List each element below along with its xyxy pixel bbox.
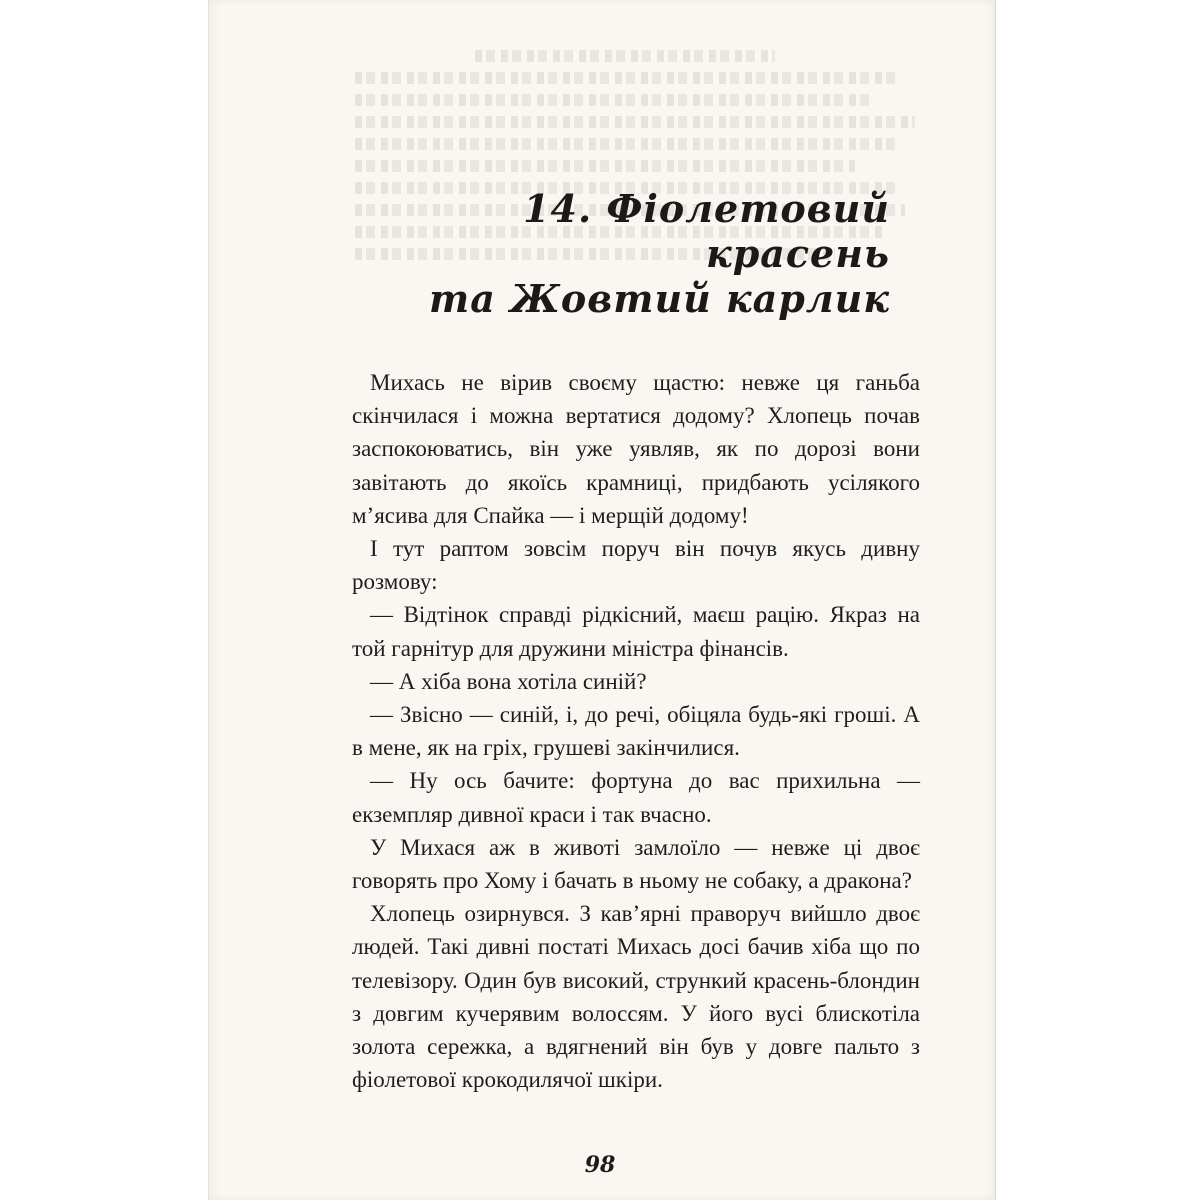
chapter-body-text	[352, 366, 920, 1096]
paragraph: І тут раптом зовсім поруч він почув якусь дивну розмову:	[352, 536, 920, 595]
chapter-title	[330, 186, 890, 321]
paragraph: У Михася аж в животі замлоїло — невже ці двоє говорять про Хому і бачать в ньому не собаку, а дракона?	[352, 834, 920, 894]
chapter-title-line-1: 14. Фіолетовий красень	[523, 186, 890, 276]
page-number: 98	[584, 1152, 616, 1178]
paragraph: — Ну ось бачите: фортуна до вас прихильна — екземпляр дивної краси і так вчасно.	[352, 768, 920, 827]
paragraph: — Звісно — синій, і, до речі, обіцяла будь-які гроші. А в мене, як на гріх, грушеві закінчилися.	[352, 702, 920, 761]
paragraph: Михась не вірив своєму щастю: невже ця ганьба скінчилася і можна вертатися додому? Хлопець почав заспокоюватись, він уже уявляв, як по дорозі вони завітають до якоїсь крамниці, придбають усілякого м’ясива для Спайка — і мерщій додому!	[352, 370, 920, 528]
paragraph: — Відтінок справді рідкісний, маєш рацію. Якраз на той гарнітур для дружини міністра фінансів.	[352, 602, 920, 661]
chapter-title-line-2: та Жовтий карлик	[429, 276, 890, 321]
paragraph: — А хіба вона хотіла синій?	[370, 668, 647, 694]
paragraph: Хлопець озирнувся. З кав’ярні праворуч вийшло двоє людей. Такі дивні постаті Михась досі бачив хіба що по телевізору. Один був високий, стрункий красень-блондин з довгим кучерявим волоссям. У його вусі блискотіла золота сережка, а вдягнений він був у довге пальто з фіолетової крокодилячої шкіри.	[352, 901, 920, 1093]
